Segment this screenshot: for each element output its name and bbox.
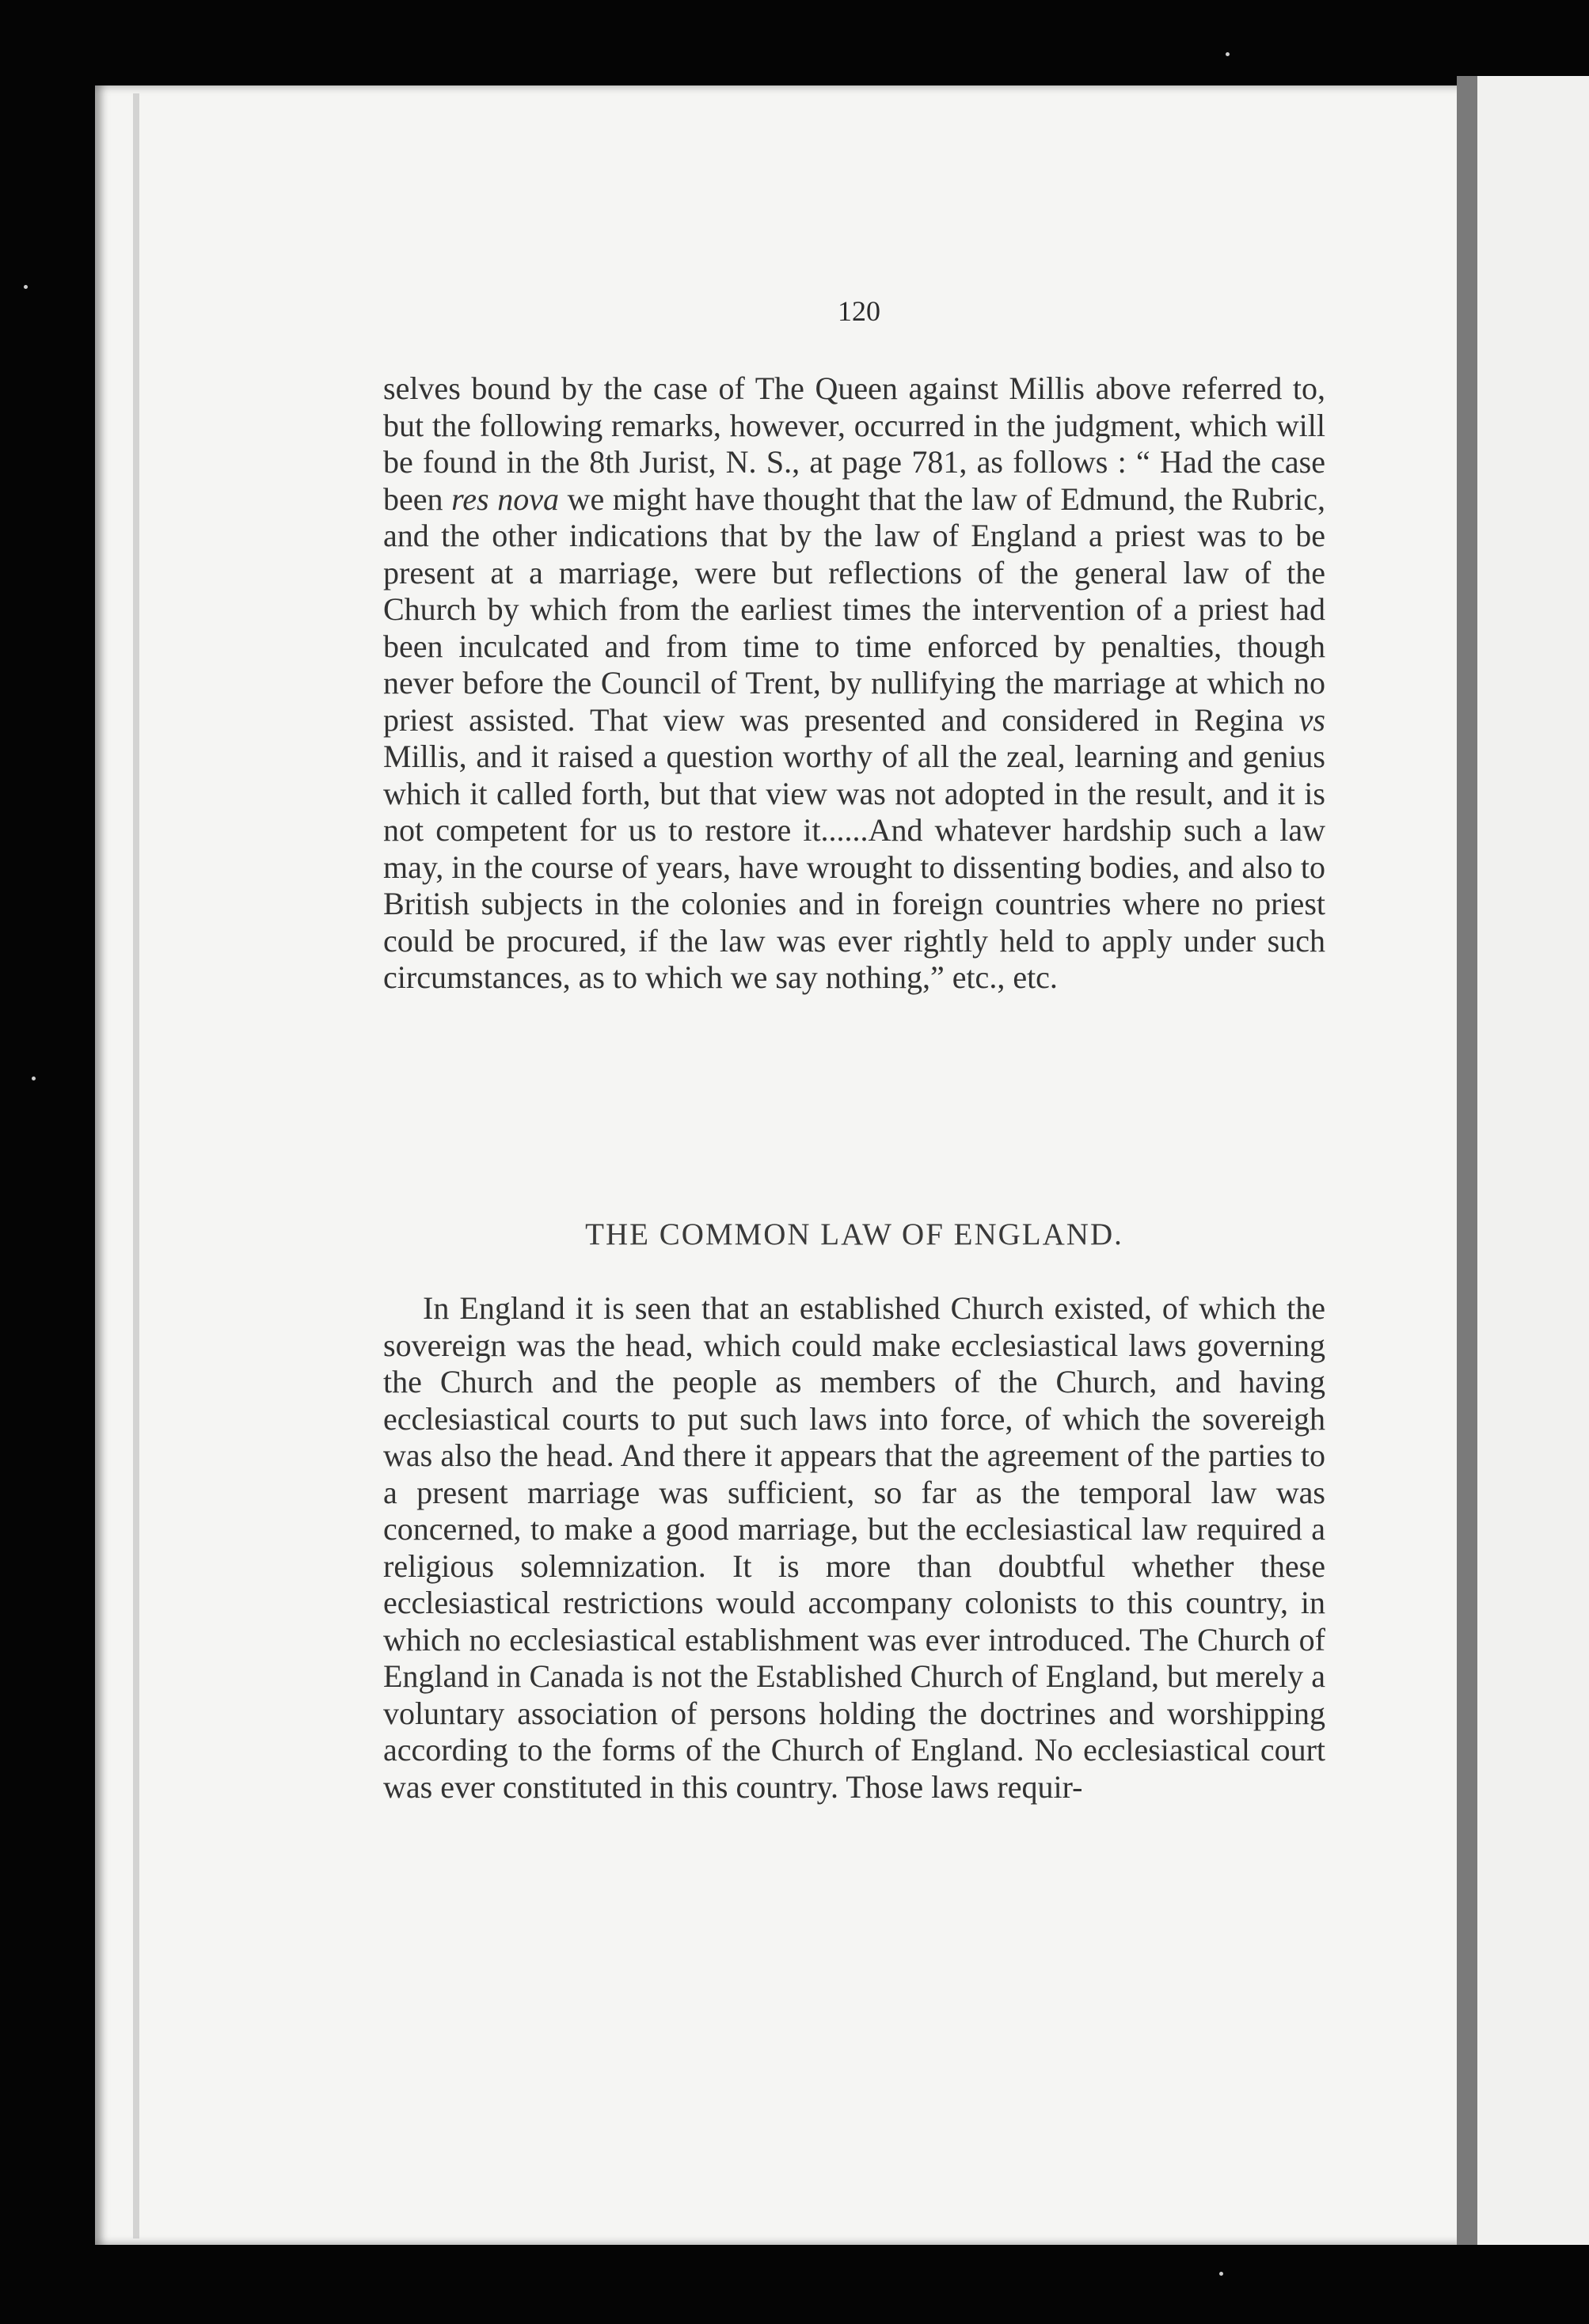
page-edge-shadow: [133, 93, 139, 2239]
gutter-shadow: [1457, 76, 1477, 2245]
page-number: 120: [838, 295, 880, 327]
paragraph-text: we might have thought that the law of Edmund, the Rubric, and the other indications that by the law of England a priest was to be present at a marriage, were but reflections of the general law of the Church by which from the earliest times the intervention of a priest had been inculcated and from time to time enforced by penalties, though never before the Council of Trent, by nullifying the marriage at which no priest assisted. That view was presented and considered in Regina: [383, 480, 1325, 738]
paragraph-text: In England it is seen that an established Church existed, of which the sovereign was the head, which could make ecclesiastical laws governing the Church and the people as members of the Church, and having ecclesiastical courts to put such laws into force, of which the sovereigh was also the head. And there it appears that the agreement of the parties to a present marriage was sufficient, so far as the temporal law was concerned, to make a good marriage, but the ecclesiastical law required a religious solemnization. It is more than doubtful whether these ecclesiastical restrictions would accompany colonists to this country, in which no ecclesiastical establishment was ever introduced. The Church of England in Canada is not the Established Church of England, but merely a voluntary association of persons holding the doctrines and worshipping according to the forms of the Church of England. No ecclesiastical court was ever constituted in this country. Those laws requir-: [383, 1290, 1325, 1805]
dust-speck: [32, 1077, 36, 1080]
body-paragraph-1: [383, 370, 1325, 997]
dust-speck: [24, 285, 28, 289]
paragraph-text: Millis, and it raised a question worthy of all the zeal, learning and genius which it called forth, but that view was not adopted in the result, and it is not competent for us to restore it......And whatever hardship such a law may, in the course of years, have wrought to dissenting bodies, and also to British subjects in the colonies and in foreign countries where no priest could be procured, if the law was ever rightly held to apply under such circumstances, as to which we say nothing,” etc., etc.: [383, 739, 1325, 995]
section-heading: THE COMMON LAW OF ENGLAND.: [585, 1217, 1123, 1251]
body-paragraph-2: [383, 1290, 1325, 1806]
italic-versus: vs: [1298, 701, 1325, 738]
italic-latin-phrase: res nova: [451, 480, 559, 517]
dust-speck: [1219, 2272, 1223, 2276]
paragraph-text: selves bound by the case of The Queen against Millis above referred to, but the following remarks, however, occurred in the judgment, which will be found in the 8th Jurist, N. S., at page 781, as follows : “ Had the case been: [383, 370, 1325, 517]
dust-speck: [1226, 52, 1230, 56]
